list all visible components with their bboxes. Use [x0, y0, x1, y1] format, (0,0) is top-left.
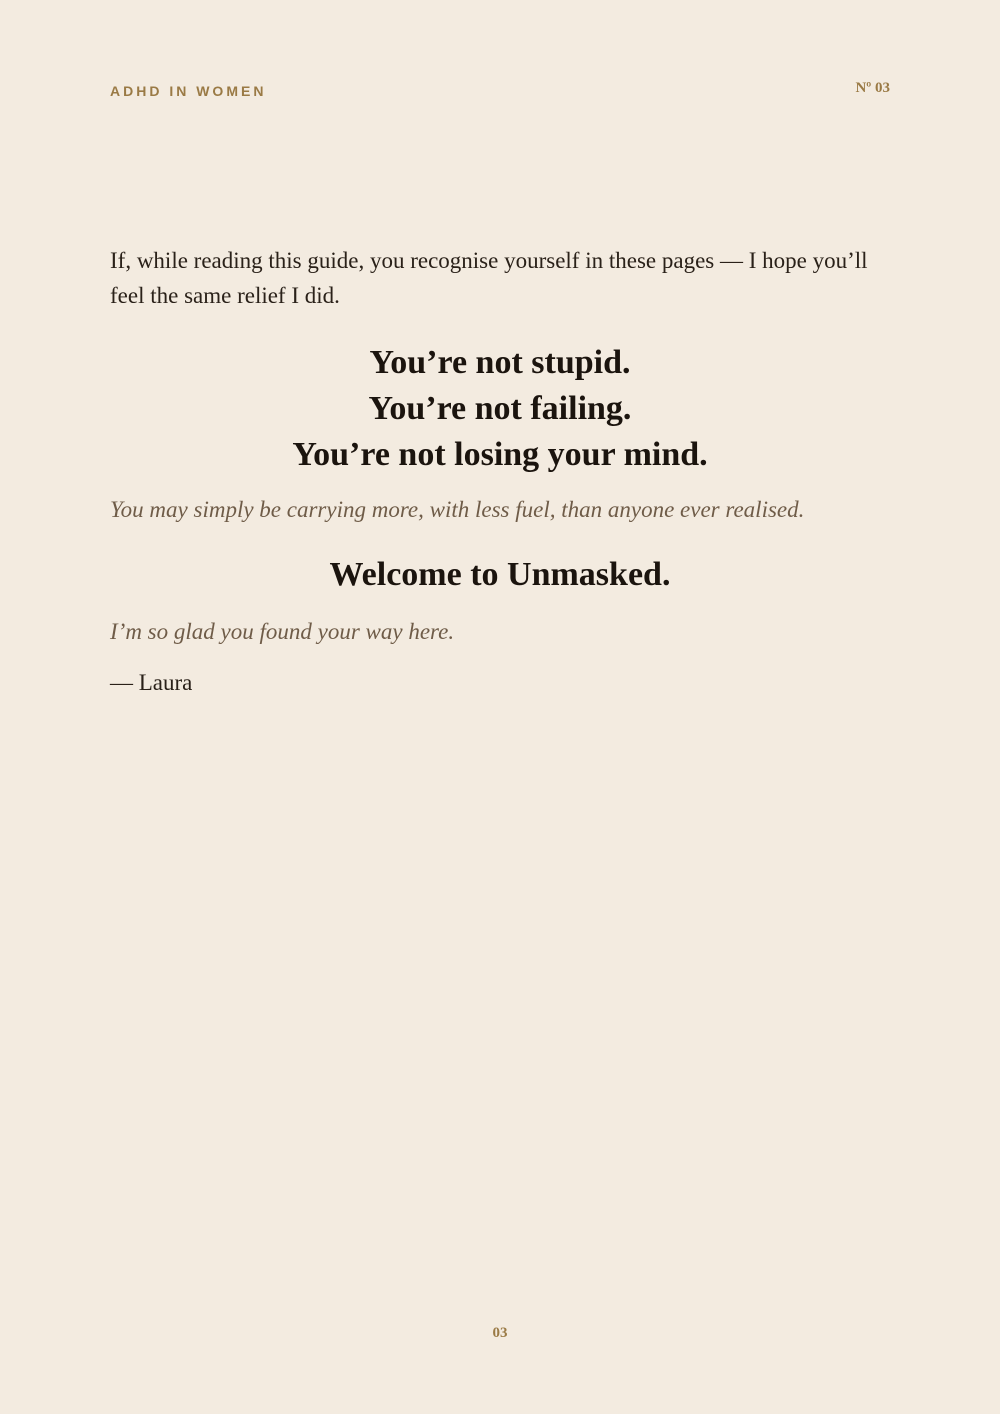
affirmations-block — [110, 340, 890, 478]
affirmation-line: You’re not losing your mind. — [292, 436, 708, 473]
intro-paragraph: If, while reading this guide, you recognise yourself in these pages — I hope you’ll feel the same relief I did. — [110, 248, 868, 308]
welcome-heading: Welcome to Unmasked. — [329, 556, 671, 593]
italic-subline: You may simply be carrying more, with less fuel, than anyone ever realised. — [110, 497, 805, 522]
page-number: 03 — [492, 1325, 508, 1341]
running-header-title: ADHD IN WOMEN — [110, 83, 267, 99]
running-header-number: Nº 03 — [855, 80, 890, 96]
affirmation-line: You’re not failing. — [368, 390, 632, 427]
signature: — Laura — [110, 670, 193, 695]
affirmation-line: You’re not stupid. — [369, 344, 631, 381]
closing-line: I’m so glad you found your way here. — [110, 619, 455, 644]
page-content — [110, 243, 890, 699]
